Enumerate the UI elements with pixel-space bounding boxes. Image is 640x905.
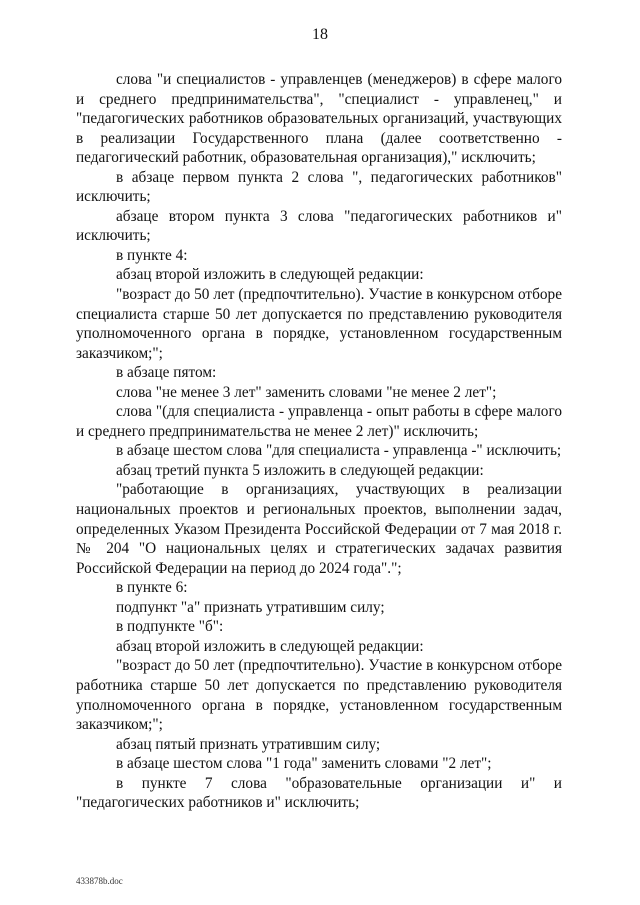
page-number: 18 — [312, 26, 328, 43]
paragraph: абзац второй изложить в следующей редакции: — [116, 637, 424, 655]
paragraph: в абзаце шестом слова "для специалиста - управленца -" исключить; — [116, 442, 562, 460]
paragraph: абзац пятый признать утратившим силу; — [116, 735, 381, 753]
paragraph: "работающие в организациях, участвующих в реализации национальных проектов и региональных проектов, выполнении задач, определенных Указом Президента Российской Федерации от 7 мая 2018 г. № 204 "О национальных целях и стратегических задачах развития Российской Федерации на период до 2024 года"."; — [76, 481, 562, 577]
paragraph: слова "(для специалиста - управленца - опыт работы в сфере малого и среднего предпринимательства не менее 2 лет)" исключить; — [76, 403, 562, 440]
paragraph: слова "не менее 3 лет" заменить словами "не менее 2 лет"; — [116, 383, 497, 401]
paragraph: "возраст до 50 лет (предпочтительно). Участие в конкурсном отборе специалиста старше 50 лет допускается по представлению руководителя уполномоченного органа в порядке, установленном государственным заказчиком;"; — [76, 286, 562, 362]
paragraph: слова "и специалистов - управленцев (менеджеров) в сфере малого и среднего предпринимательства", "специалист - управленец," и "педагогических работников образовательных организаций, участвующих в реализации Государственного плана (далее соответственно - педагогический работник, образовательная организация)," исключить; — [76, 71, 562, 167]
paragraph: абзац третий пункта 5 изложить в следующей редакции: — [116, 461, 484, 479]
paragraph: в пункте 7 слова "образовательные организации и" и "педагогических работников и" исключить; — [76, 774, 562, 812]
paragraph: в пункте 6: — [116, 579, 188, 597]
paragraph: подпункт "а" признать утратившим силу; — [116, 598, 385, 616]
paragraph: в абзаце первом пункта 2 слова ", педагогических работников" исключить; — [76, 168, 562, 206]
paragraph: "возраст до 50 лет (предпочтительно). Участие в конкурсном отборе работника старше 50 лет допускается по представлению руководителя уполномоченного органа в порядке, установленном государственным заказчиком;"; — [76, 657, 562, 734]
document-body — [76, 70, 562, 813]
paragraph: в абзаце пятом: — [116, 364, 217, 382]
paragraph: абзаце втором пункта 3 слова "педагогических работников и" исключить; — [76, 207, 562, 245]
footer-filename: 433878b.doc — [76, 876, 123, 886]
paragraph: в пункте 4: — [116, 246, 188, 264]
paragraph: в подпункте "б": — [116, 618, 224, 636]
paragraph: абзац второй изложить в следующей редакции: — [116, 266, 424, 284]
paragraph: в абзаце шестом слова "1 года" заменить словами "2 лет"; — [116, 755, 492, 773]
